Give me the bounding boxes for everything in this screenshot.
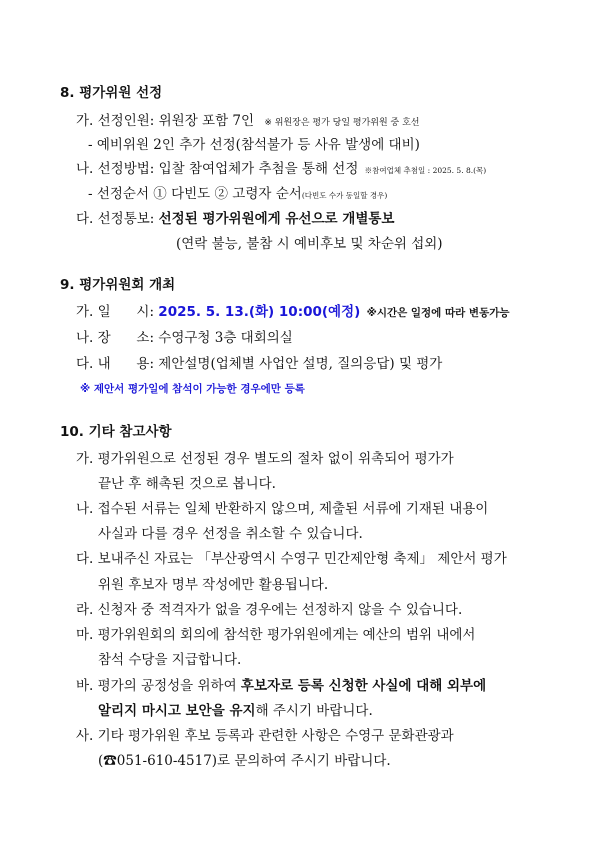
section-8-item-b-sub-note: (다빈도 수가 동일할 경우) — [301, 191, 388, 200]
section-10-item-g-line1: 사. 기타 평가위원 후보 등록과 관련한 사항은 수영구 문화관광과 — [76, 728, 454, 744]
section-9-item-a-label: 가. 일 시: — [76, 304, 159, 320]
section-8-item-a-sub: - 예비위원 2인 추가 선정(참석불가 등 사유 발생에 대비) — [88, 137, 420, 153]
section-10-item-f-bold1: 후보자로 등록 신청한 사실에 대해 외부에 — [240, 678, 487, 694]
section-10-item-a-line1: 가. 평가위원으로 선정된 경우 별도의 절차 없이 위촉되어 평가가 — [76, 451, 454, 467]
section-8-item-b-note: ※참여업체 추첨일 : 2025. 5. 8.(목) — [364, 166, 487, 175]
section-10-item-g-line2: (☎051-610-4517)로 문의하여 주시기 바랍니다. — [98, 753, 391, 769]
section-8-item-c-sub: (연락 불능, 불참 시 예비후보 및 차순위 섭외) — [176, 236, 443, 252]
section-10-item-d: 라. 신청자 중 적격자가 없을 경우에는 선정하지 않을 수 있습니다. — [76, 602, 463, 618]
section-8-item-b — [76, 160, 486, 180]
section-10-item-f-pre: 바. 평가의 공정성을 위하여 — [76, 678, 241, 694]
section-9-item-a-value: 2025. 5. 13.(화) 10:00(예정) — [158, 304, 361, 320]
section-9-item-c: 다. 내 용: 제안설명(업체별 사업안 설명, 질의응답) 및 평가 — [76, 356, 443, 372]
section-9-item-a — [76, 303, 510, 322]
section-10-item-f-line2 — [98, 702, 373, 720]
section-8-item-c-label: 다. 선정통보: — [76, 211, 159, 227]
section-10-item-b-line1: 나. 접수된 서류는 일체 반환하지 않으며, 제출된 서류에 기재된 내용이 — [76, 501, 489, 517]
section-10-item-f-bold2: 알리지 마시고 보안을 유지 — [98, 703, 256, 719]
section-10-item-f-line1 — [76, 677, 486, 695]
section-8-item-c-bold: 선정된 평가위원에게 유선으로 개별통보 — [158, 211, 395, 227]
section-8-item-a — [76, 112, 419, 132]
section-8-item-b-sub — [88, 185, 387, 205]
section-8-item-a-label: 가. 선정인원: 위원장 포함 7인 — [76, 113, 255, 129]
section-9-note: ※ 제안서 평가일에 참석이 가능한 경우에만 등록 — [80, 383, 305, 395]
section-9-item-a-note: ※시간은 일정에 따라 변동가능 — [366, 307, 510, 319]
section-9-heading: 9. 평가위원회 개최 — [60, 277, 176, 293]
section-10-item-a-line2: 끝난 후 해촉된 것으로 봅니다. — [98, 476, 276, 492]
section-8-item-c — [76, 210, 394, 228]
section-8-heading: 8. 평가위원 선정 — [60, 85, 163, 101]
section-8-item-b-label: 나. 선정방법: 입찰 참여업체가 추첨을 통해 선정 — [76, 161, 359, 177]
section-8-item-b-sub-text: - 선정순서 ① 다빈도 ② 고령자 순서 — [88, 186, 302, 202]
section-10-item-f-post: 해 주시기 바랍니다. — [255, 703, 373, 719]
section-9-item-b: 나. 장 소: 수영구청 3층 대회의실 — [76, 330, 293, 346]
section-10-item-c-line2: 위원 후보자 명부 작성에만 활용됩니다. — [98, 577, 329, 593]
section-10-item-e-line2: 참석 수당을 지급합니다. — [98, 652, 242, 668]
section-10-item-e-line1: 마. 평가위원회의 회의에 참석한 평가위원에게는 예산의 범위 내에서 — [76, 627, 476, 643]
section-10-heading: 10. 기타 참고사항 — [60, 424, 172, 440]
section-10-item-c-line1: 다. 보내주신 자료는 「부산광역시 수영구 민간제안형 축제」 제안서 평가 — [76, 551, 507, 567]
section-8-item-a-note: ※ 위원장은 평가 당일 평가위원 중 호선 — [264, 118, 420, 128]
section-10-item-b-line2: 사실과 다를 경우 선정을 취소할 수 있습니다. — [98, 526, 363, 542]
